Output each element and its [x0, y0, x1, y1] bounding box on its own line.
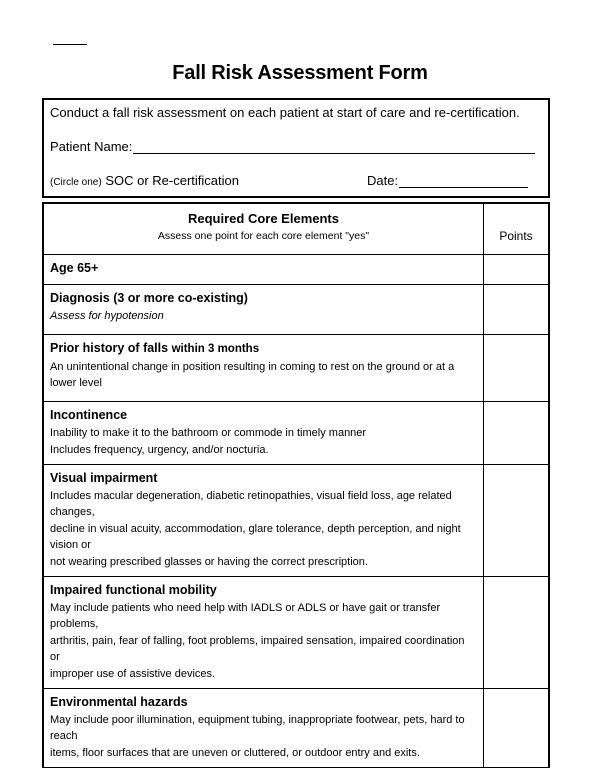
form-title: Fall Risk Assessment Form	[172, 62, 428, 84]
element-title-text: Diagnosis (3 or more co-existing)	[50, 291, 248, 305]
element-cell	[43, 689, 484, 768]
table-row	[43, 689, 549, 768]
points-cell[interactable]	[484, 335, 550, 402]
element-title	[50, 582, 477, 599]
element-cell	[43, 255, 484, 285]
points-cell[interactable]	[484, 402, 550, 465]
points-cell[interactable]	[484, 255, 550, 285]
element-description: An unintentional change in position resulting in coming to rest on the ground or at a lower level	[50, 361, 455, 389]
date-field[interactable]	[399, 174, 528, 188]
patient-name-row	[50, 139, 535, 154]
instructions-text: Conduct a fall risk assessment on each patient at start of care and re-certification.	[50, 105, 520, 120]
core-elements-table	[42, 202, 550, 768]
points-cell[interactable]	[484, 465, 550, 577]
element-title	[50, 407, 477, 424]
date-row	[367, 173, 528, 188]
element-title-text: Prior history of falls	[50, 341, 169, 355]
element-description: decline in visual acuity, accommodation, glare tolerance, depth perception, and night vision or	[50, 523, 461, 551]
element-description: Inability to make it to the bathroom or commode in timely manner	[50, 427, 367, 439]
element-cell	[43, 577, 484, 689]
element-title	[50, 290, 477, 307]
element-description: not wearing prescribed glasses or having the correct prescription.	[50, 556, 368, 568]
table-row	[43, 465, 549, 577]
element-title-text: Impaired functional mobility	[50, 583, 217, 597]
soc-recert-option[interactable]: SOC or Re-certification	[105, 173, 239, 188]
soc-row	[50, 173, 239, 188]
element-cell	[43, 402, 484, 465]
element-cell	[43, 465, 484, 577]
element-description: arthritis, pain, fear of falling, foot problems, impaired sensation, impaired coordination or	[50, 635, 465, 663]
table-row	[43, 285, 549, 335]
element-title	[50, 260, 477, 277]
header-subtitle: Assess one point for each core element "yes"	[157, 230, 370, 242]
table-row	[43, 402, 549, 465]
element-cell	[43, 285, 484, 335]
element-title-text: Incontinence	[50, 408, 128, 422]
patient-info-box	[42, 98, 550, 198]
patient-name-label: Patient Name:	[50, 139, 133, 154]
element-description: Includes macular degeneration, diabetic retinopathies, visual field loss, age related changes,	[50, 490, 452, 518]
points-cell[interactable]	[484, 285, 550, 335]
points-cell[interactable]	[484, 689, 550, 768]
element-title	[50, 470, 477, 487]
element-title	[50, 694, 477, 711]
element-description: improper use of assistive devices.	[50, 668, 216, 680]
element-description: May include poor illumination, equipment tubing, inappropriate footwear, pets, hard to reach	[50, 714, 465, 742]
element-title-suffix: within 3 months	[171, 343, 260, 355]
element-description: items, floor surfaces that are uneven or cluttered, or outdoor entry and exits.	[50, 747, 420, 759]
table-row	[43, 335, 549, 402]
top-rule-divider	[53, 44, 87, 45]
table-row	[43, 577, 549, 689]
element-title-text: Environmental hazards	[50, 695, 188, 709]
element-description: May include patients who need help with IADLS or ADLS or have gait or transfer problems,	[50, 602, 441, 630]
table-row	[43, 255, 549, 285]
points-cell[interactable]	[484, 577, 550, 689]
circle-one-label: (Circle one)	[50, 177, 102, 188]
points-column-header: Points	[484, 203, 550, 255]
element-description: Includes frequency, urgency, and/or nocturia.	[50, 444, 269, 456]
element-title	[50, 340, 477, 358]
element-description: Assess for hypotension	[50, 310, 164, 322]
patient-name-field[interactable]	[133, 140, 535, 154]
element-cell	[43, 335, 484, 402]
date-label: Date:	[367, 173, 399, 188]
header-title: Required Core Elements	[188, 211, 339, 226]
element-title-text: Visual impairment	[50, 471, 158, 485]
element-title-text: Age 65+	[50, 261, 99, 275]
table-header-elements	[43, 203, 484, 255]
